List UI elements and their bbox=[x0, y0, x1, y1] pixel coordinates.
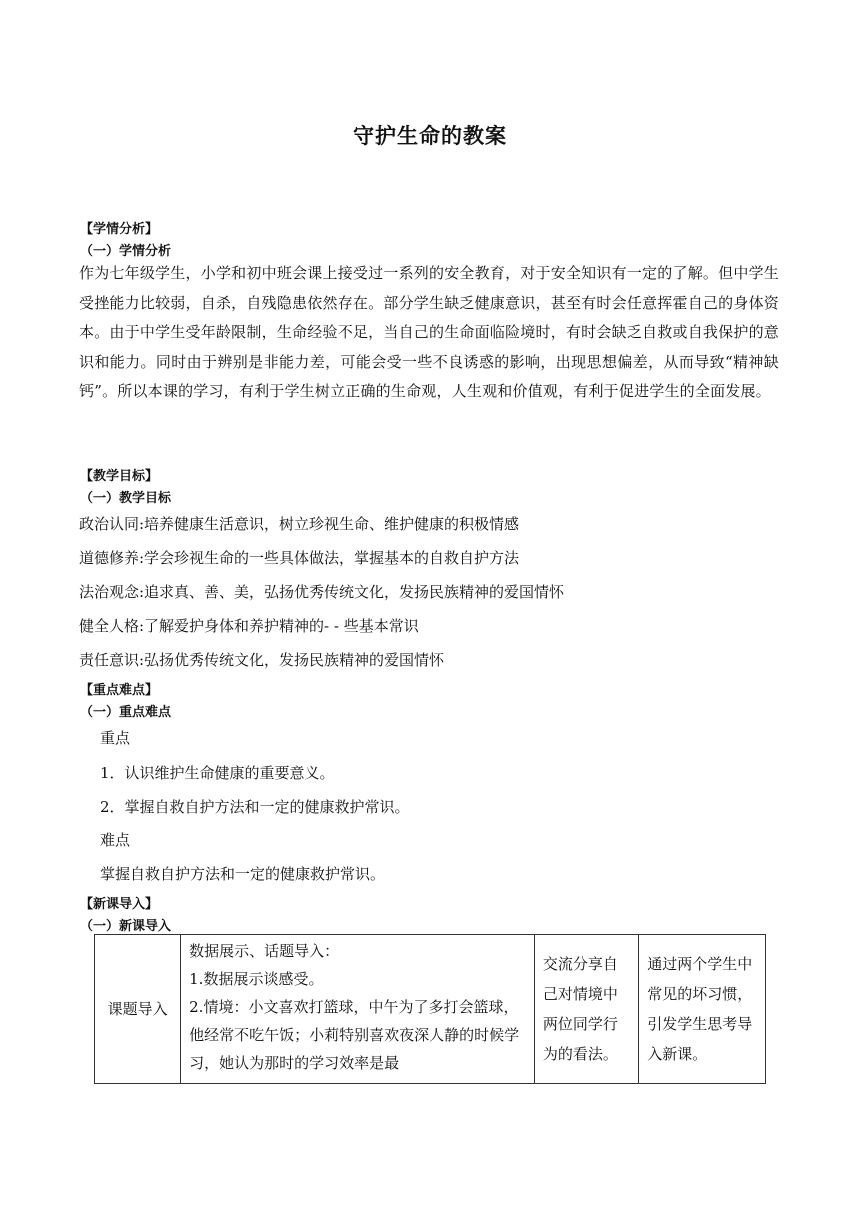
focus-label: 重点 bbox=[100, 729, 131, 747]
table-cell-student: 交流分享自己对情境中两位同学行为的看法。 bbox=[534, 935, 638, 1084]
page-title: 守护生命的教案 bbox=[353, 124, 507, 148]
table-cell-topic: 课题导入 bbox=[95, 935, 181, 1084]
difficulty-text: 掌握自救自护方法和一定的健康救护常识。 bbox=[100, 865, 386, 883]
activity-text: 数据展示、话题导入： 1.数据展示谈感受。 2.情境：小文喜欢打篮球，中午为了多打会篮球，他经常不吃午饭；小莉特别喜欢夜深人静的时候学习，她认为那时的学习效率是最 bbox=[189, 942, 520, 1072]
focus-item: 2．掌握自救自护方法和一定的健康救护常识。 bbox=[100, 798, 410, 816]
section-heading-analysis: 【学情分析】 bbox=[80, 222, 159, 237]
table-row bbox=[95, 935, 766, 1084]
goal-item: 政治认同:培养健康生活意识，树立珍视生命、维护健康的积极情感 bbox=[79, 515, 520, 533]
lesson-table bbox=[94, 934, 766, 1084]
goal-item: 责任意识:弘扬优秀传统文化，发扬民族精神的爱国情怀 bbox=[79, 651, 445, 669]
goal-item: 健全人格:了解爱护身体和养护精神的- - 些基本常识 bbox=[79, 617, 419, 635]
subheading-analysis: （一）学情分析 bbox=[80, 244, 172, 259]
section-heading-intro: 【新课导入】 bbox=[80, 897, 159, 912]
section-heading-goals: 【教学目标】 bbox=[80, 469, 159, 484]
subheading-goals: （一）教学目标 bbox=[80, 491, 172, 506]
analysis-paragraph: 作为七年级学生，小学和初中班会课上接受过一系列的安全教育，对于安全知识有一定的了解。但中学生受挫能力比较弱，自杀，自残隐患依然存在。部分学生缺乏健康意识，甚至有时会任意挥霍自己的身体资本。由于中学生受年龄限制，生命经验不足，当自己的生命面临险境时，有时会缺乏自救或自我保护的意识和能力。同时由于辨别是非能力差，可能会受一些不良诱惑的影响，出现思想偏差，从而导致“精神缺钙”。所以本课的学习，有利于学生树立正确的生命观，人生观和价值观，有利于促进学生的全面发展。 bbox=[79, 264, 779, 400]
table-cell-activity bbox=[181, 935, 535, 1084]
goal-item: 道德修养:学会珍视生命的一些具体做法，掌握基本的自救自护方法 bbox=[79, 549, 520, 567]
difficulty-label: 难点 bbox=[100, 831, 131, 849]
subheading-intro: （一）新课导入 bbox=[80, 919, 172, 934]
focus-item: 1．认识维护生命健康的重要意义。 bbox=[100, 764, 335, 782]
table-cell-purpose: 通过两个学生中常见的坏习惯，引发学生思考导入新课。 bbox=[639, 935, 766, 1084]
goal-item: 法治观念:追求真、善、美，弘扬优秀传统文化，发扬民族精神的爱国情怀 bbox=[79, 583, 565, 601]
subheading-keypoints: （一）重点难点 bbox=[80, 705, 172, 720]
section-heading-keypoints: 【重点难点】 bbox=[80, 683, 159, 698]
